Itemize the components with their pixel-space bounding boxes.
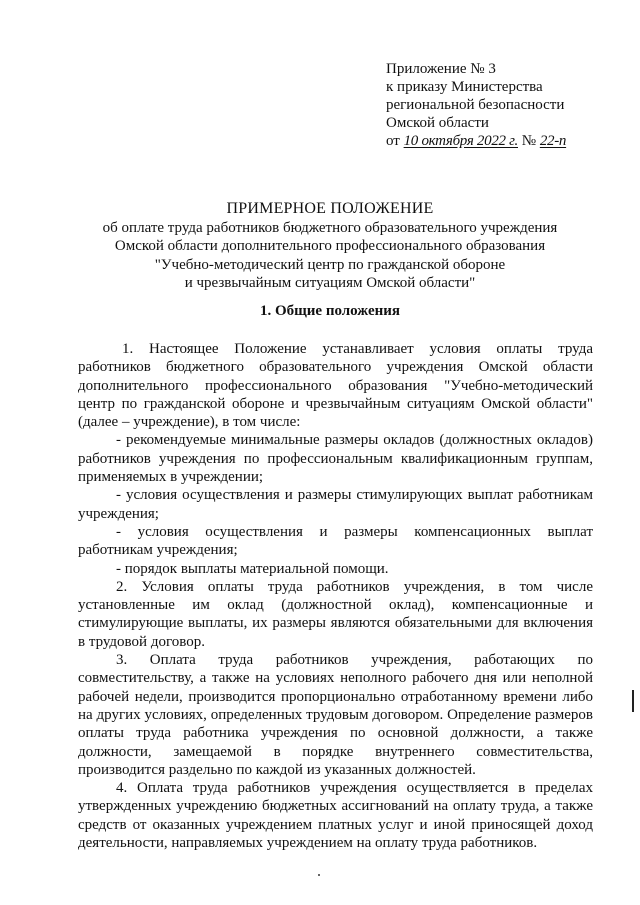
section-heading: 1. Общие положения <box>259 303 401 319</box>
document-title <box>60 200 600 293</box>
title-line: и чрезвычайным ситуациям Омской области" <box>184 275 476 291</box>
handwritten-date: 10 октября 2022 г. <box>403 133 518 149</box>
title-main: ПРИМЕРНОЕ ПОЛОЖЕНИЕ <box>226 200 434 217</box>
appendix-date-line <box>386 132 566 150</box>
date-prefix: от <box>386 133 400 149</box>
paragraph-3: 3. Оплата труда работников учреждения, работающих по совместительству, а также на условиях неполного рабочего дня или неполной рабочей недели, производится пропорционально отработанному времени либо на других условиях, определенных трудовым договором. Определение размеров оплаты труда работника учреждения по основной должности, а также должности, замещаемой в порядке внутреннего совместительства, производится раздельно по каждой из указанных должностей. <box>78 652 593 778</box>
scan-dot <box>318 874 320 876</box>
handwritten-number: 22-п <box>539 133 567 149</box>
title-line: об оплате труда работников бюджетного образовательного учреждения <box>102 219 558 236</box>
paragraph-1: 1. Настоящее Положение устанавливает условия оплаты труда работников бюджетного образовательного учреждения Омской области дополнительного профессионального образования "Учебно-методический центр по гражданской обороне и чрезвычайным ситуациям Омской области" (далее – учреждение), в том числе: <box>78 341 593 431</box>
appendix-line: Омской области <box>386 115 489 131</box>
title-line: Омской области дополнительного профессионального образования <box>114 238 546 254</box>
number-label: № <box>521 133 537 149</box>
appendix-header <box>386 60 566 150</box>
scan-margin-mark <box>632 690 634 712</box>
title-line: "Учебно-методический центр по гражданской обороне <box>154 256 506 273</box>
document-body <box>78 340 593 852</box>
paragraph-2: 2. Условия оплаты труда работников учреждения, в том числе установленные им оклад (должностной оклад), компенсационные и стимулирующие выплаты, их размеры являются обязательными для включения в трудовой договор. <box>78 578 593 650</box>
list-item: - рекомендуемые минимальные размеры окладов (должностных окладов) работников учреждения по профессиональным квалификационным группам, применяемых в учреждении; <box>78 432 593 486</box>
list-item: - условия осуществления и размеры стимулирующих выплат работникам учреждения; <box>78 487 593 522</box>
appendix-line: Приложение № 3 <box>386 61 496 77</box>
paragraph-4: 4. Оплата труда работников учреждения осуществляется в пределах утвержденных учреждению бюджетных ассигнований на оплату труда, а также средств от оказанных учреждением платных услуг и иной приносящей доход деятельности, направляемых учреждением на оплату труда работников. <box>78 780 593 852</box>
appendix-line: региональной безопасности <box>386 97 565 113</box>
list-item: - порядок выплаты материальной помощи. <box>116 560 389 577</box>
list-item: - условия осуществления и размеры компенсационных выплат работникам учреждения; <box>78 523 593 559</box>
appendix-line: к приказу Министерства <box>386 79 543 95</box>
